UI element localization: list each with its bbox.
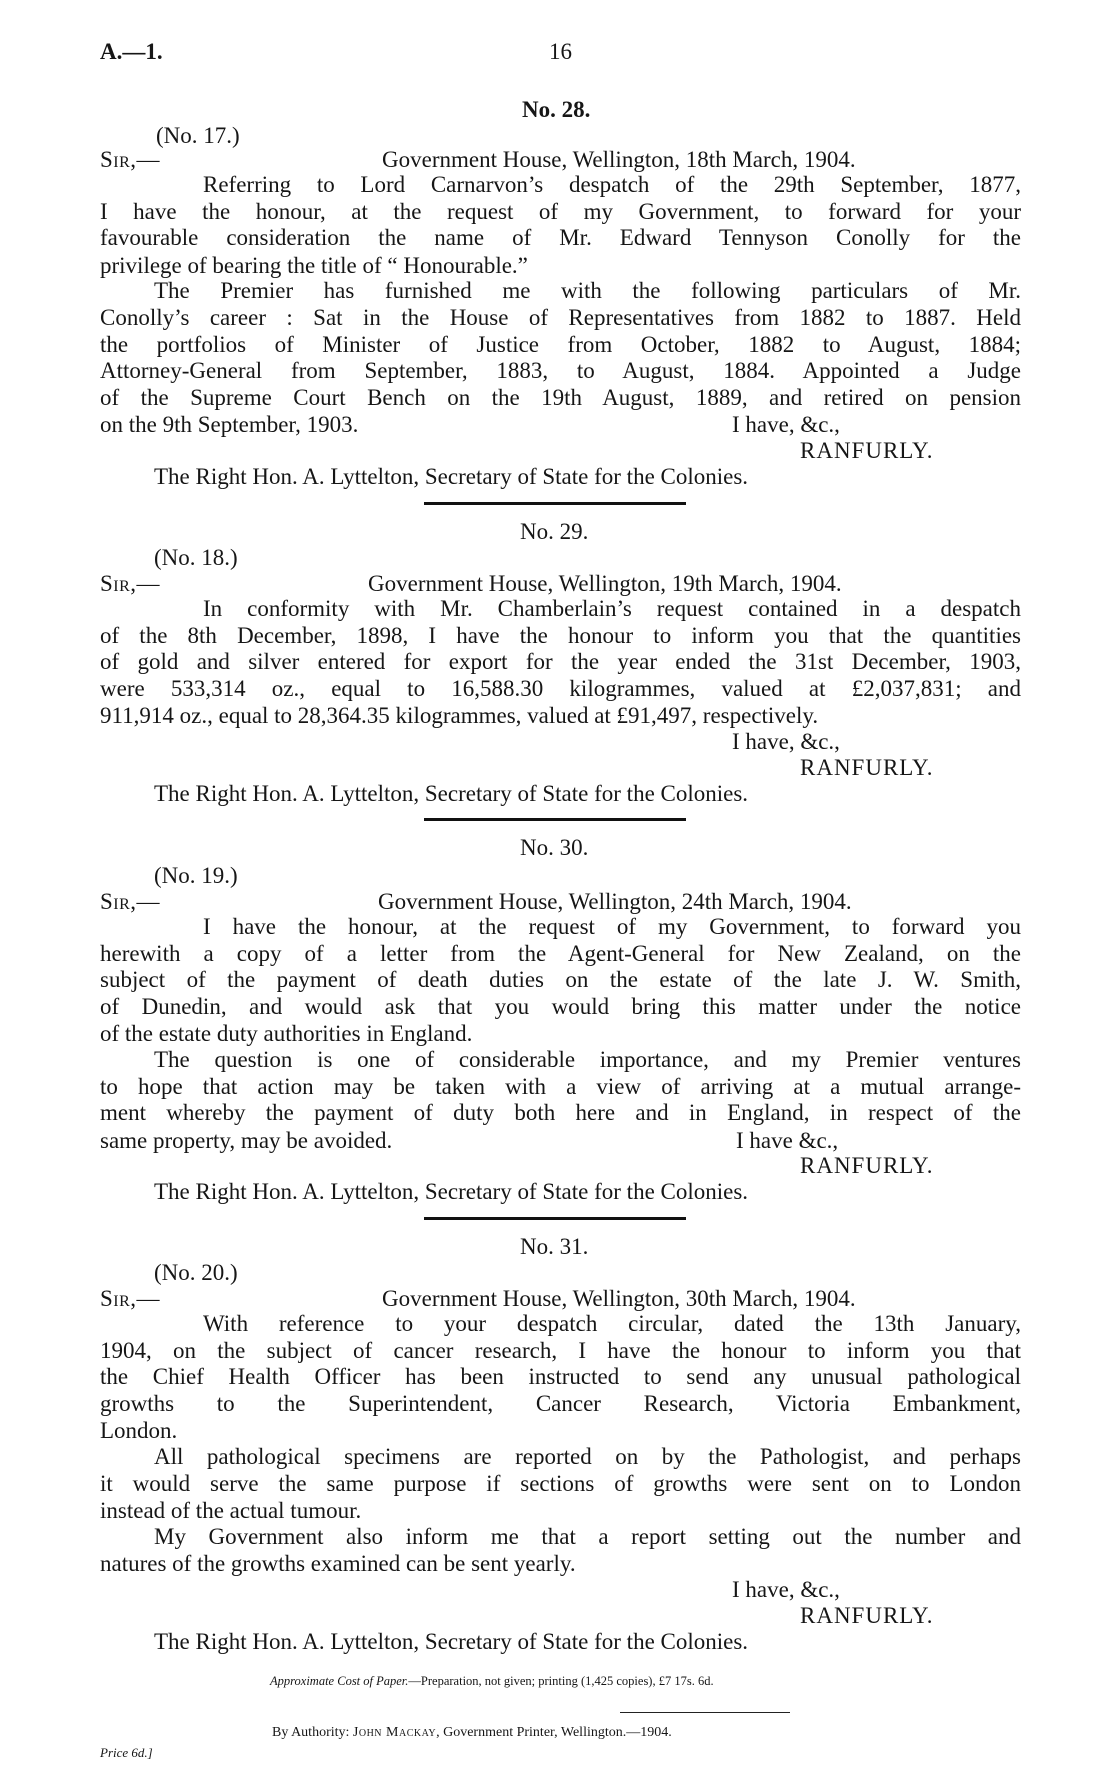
salutation: Sir,— [100,147,161,172]
text-line: it would serve the same purpose if sections of growths were sent on to London [100,1470,1021,1496]
address-line: Government House, Wellington, 30th March, 1904. [382,1286,856,1311]
despatch-ref: (No. 20.) [154,1260,238,1285]
text-line: of Dunedin, and would ask that you would bring this matter under the notice [100,993,1021,1019]
address-line: Government House, Wellington, 24th March, 1904. [378,889,852,914]
despatch-heading: No. 29. [520,519,589,544]
text-line: of the estate duty authorities in England. [100,1021,473,1047]
printer-name: John Mackay [352,1725,437,1740]
closing-line: I have, &c., [732,1577,840,1602]
footer-rule [620,1712,790,1713]
text-line: same property, may be avoided. [100,1127,393,1153]
signature: RANFURLY. [800,438,934,463]
text-line: All pathological specimens are reported on by the Pathologist, and perhaps [154,1444,1021,1469]
addressee: The Right Hon. A. Lyttelton, Secretary of State for the Colonies. [154,1179,749,1204]
addressee: The Right Hon. A. Lyttelton, Secretary of State for the Colonies. [154,781,749,806]
text-line: privilege of bearing the title of “ Honourable.” [100,252,528,278]
signature: RANFURLY. [800,755,934,780]
text-line: Attorney-General from September, 1883, to August, 1884. Appointed a Judge [100,358,1021,384]
text-line: I have the honour, at the request of my Government, to forward you [203,914,1021,939]
closing-line: I have, &c., [732,729,840,754]
text-line: favourable consideration the name of Mr. Edward Tennyson Conolly for the [100,225,1021,251]
text-line: My Government also inform me that a report setting out the number and [154,1523,1021,1549]
text-line: of the Supreme Court Bench on the 19th August, 1889, and retired on pension [100,384,1021,410]
text-line: Conolly’s career : Sat in the House of Representatives from 1882 to 1887. Held [100,305,1021,330]
despatch-heading: No. 28. [522,97,591,122]
text-line: natures of the growths examined can be sent yearly. [100,1551,576,1577]
cost-note [270,1674,714,1689]
text-line: 911,914 oz., equal to 28,364.35 kilogrammes, valued at £91,497, respectively. [100,703,819,729]
text-line: With reference to your despatch circular, dated the 13th January, [203,1311,1021,1336]
text-line: were 533,314 oz., equal to 16,588.30 kilogrammes, valued at £2,037,831; and [100,675,1021,701]
text-line: subject of the payment of death duties on the estate of the late J. W. Smith, [100,967,1021,993]
price-note: Price 6d.] [100,1745,153,1760]
text-line: 1904, on the subject of cancer research, I have the honour to inform you that [100,1337,1021,1363]
text-line: growths to the Superintendent, Cancer Research, Victoria Embankment, [100,1390,1021,1416]
text-line: to hope that action may be taken with a view of arriving at a mutual arrange- [100,1073,1021,1099]
authority-suffix: , Government Printer, Wellington.—1904. [436,1725,672,1740]
despatch-ref: (No. 19.) [154,863,238,888]
addressee: The Right Hon. A. Lyttelton, Secretary of State for the Colonies. [154,1629,749,1654]
addressee: The Right Hon. A. Lyttelton, Secretary of State for the Colonies. [154,464,749,489]
text-line: Referring to Lord Carnarvon’s despatch of the 29th September, 1877, [203,172,1021,197]
address-line: Government House, Wellington, 18th March, 1904. [382,147,856,172]
text-line: The Premier has furnished me with the following particulars of Mr. [154,278,1021,304]
salutation: Sir,— [100,1286,161,1311]
text-line: I have the honour, at the request of my Government, to forward for your [100,198,1021,224]
text-line: the Chief Health Officer has been instructed to send any unusual pathological [100,1364,1021,1390]
page-ref: A.—1. [100,39,163,64]
text-line: The question is one of considerable importance, and my Premier ventures [154,1047,1021,1072]
despatch-ref: (No. 18.) [154,545,238,570]
cost-text: —Preparation, not given; printing (1,425 copies), £7 17s. 6d. [408,1674,714,1688]
text-line: In conformity with Mr. Chamberlain’s request contained in a despatch [203,596,1021,621]
cost-label: Approximate Cost of Paper. [270,1674,409,1688]
section-divider [424,818,686,821]
section-divider [424,1217,686,1220]
section-divider [424,502,686,505]
despatch-heading: No. 31. [520,1234,589,1259]
signature: RANFURLY. [800,1603,934,1628]
closing-line: I have &c., [736,1127,839,1153]
printer-authority [272,1725,672,1741]
closing-line: I have, &c., [732,412,840,438]
salutation: Sir,— [100,571,161,596]
text-line: of gold and silver entered for export for the year ended the 31st December, 1903, [100,649,1021,675]
text-line: the portfolios of Minister of Justice from October, 1882 to August, 1884; [100,331,1021,357]
signature: RANFURLY. [800,1153,934,1178]
text-line: ment whereby the payment of duty both here and in England, in respect of the [100,1100,1021,1126]
page-number: 16 [549,39,572,64]
address-line: Government House, Wellington, 19th March, 1904. [368,571,842,596]
text-line: London. [100,1418,178,1444]
text-line: on the 9th September, 1903. [100,412,359,438]
despatch-heading: No. 30. [520,835,589,860]
text-line: herewith a copy of a letter from the Agent-General for New Zealand, on the [100,940,1021,966]
despatch-ref: (No. 17.) [156,123,240,148]
text-line: instead of the actual tumour. [100,1498,362,1524]
authority-prefix: By Authority: [272,1725,353,1740]
text-line: of the 8th December, 1898, I have the honour to inform you that the quantities [100,622,1021,648]
salutation: Sir,— [100,889,161,914]
